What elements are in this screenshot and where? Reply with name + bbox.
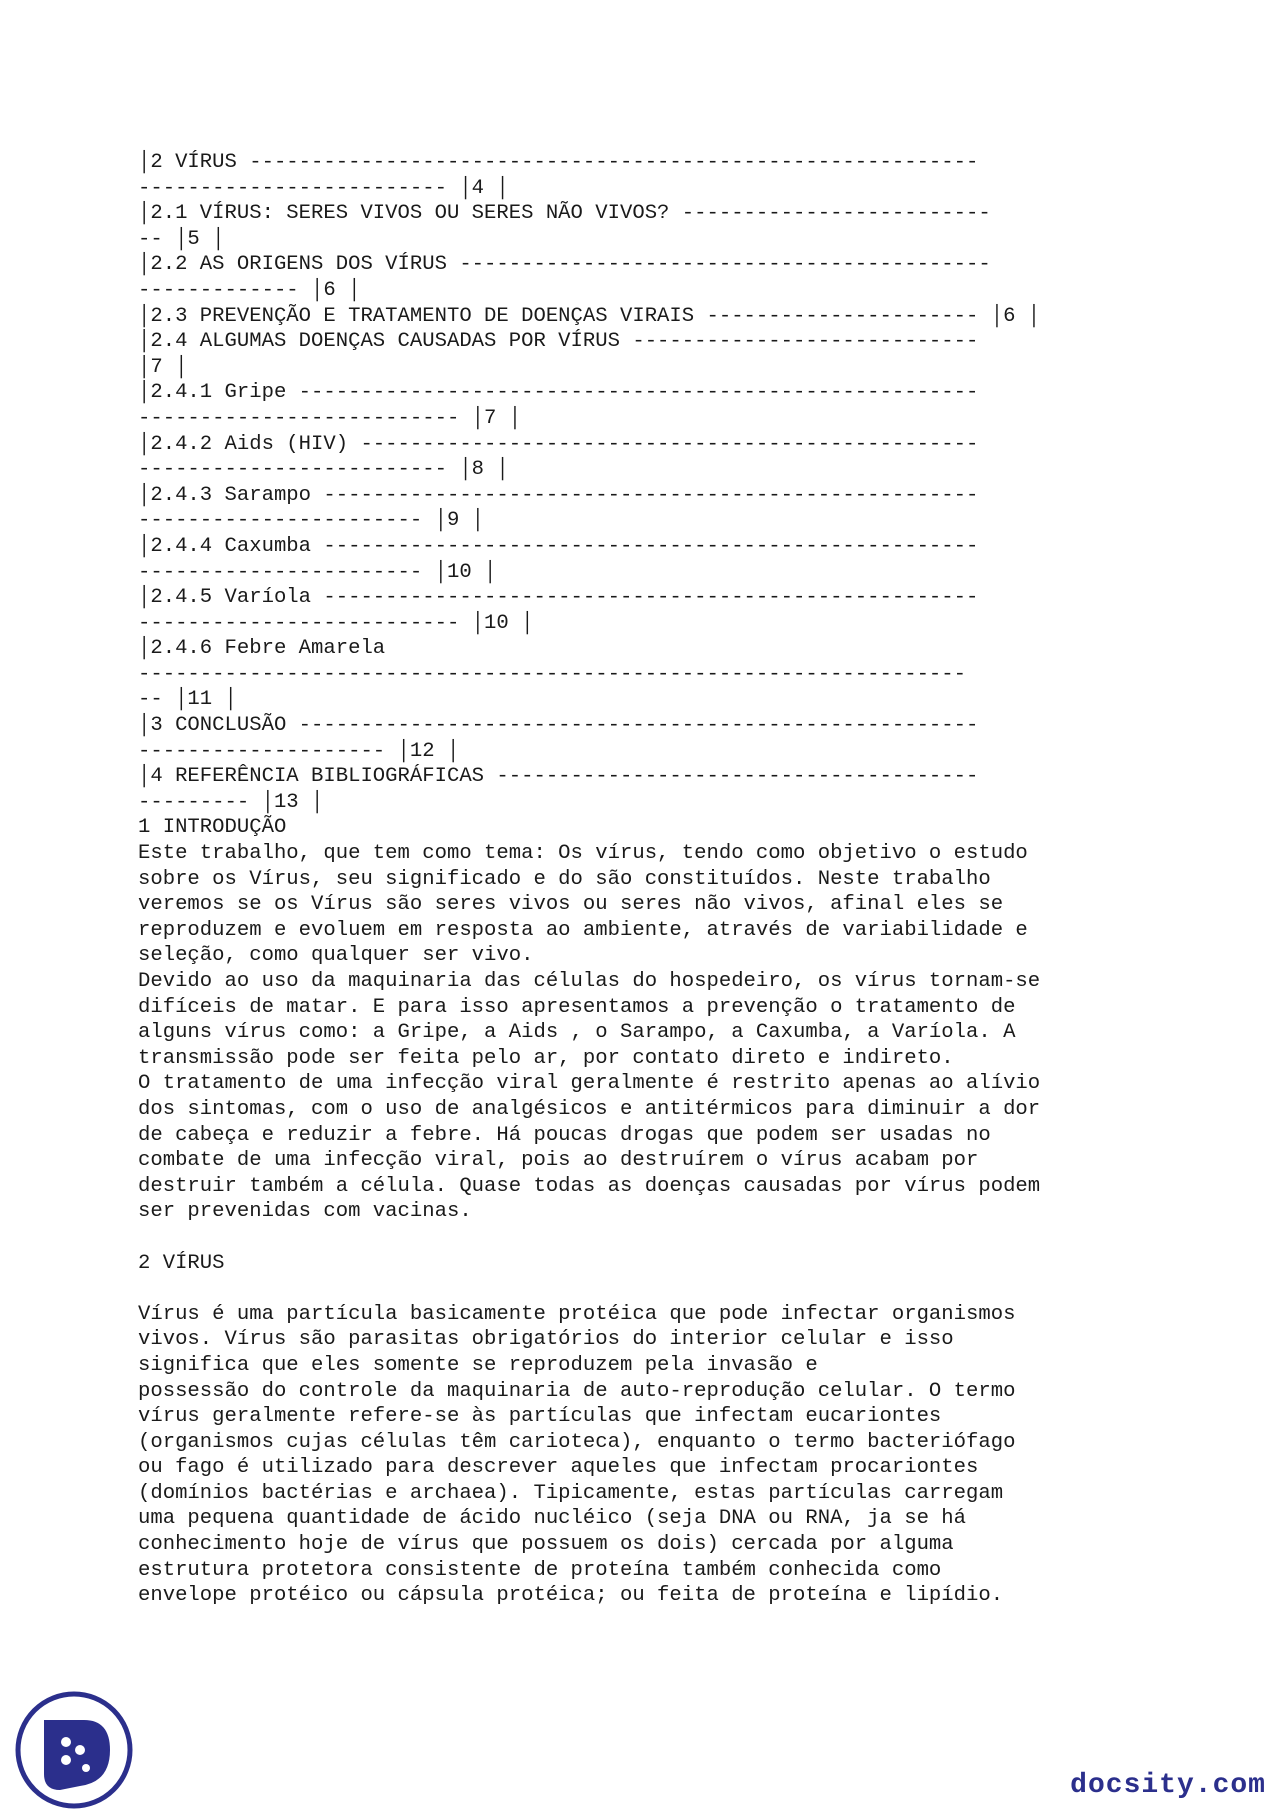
toc-line: -------------------------- │7 │ [138,406,522,430]
paragraph-line: veremos se os Vírus são seres vivos ou seres não vivos, afinal eles se [138,893,1004,917]
toc-line: │2.4.3 Sarampo ----------------------------------------------------- [138,483,979,507]
paragraph-line: Este trabalho, que tem como tema: Os vírus, tendo como objetivo o estudo [138,842,1028,866]
paragraph-line: significa que eles somente se reproduzem pela invasão e [138,1353,818,1377]
toc-line: ----------------------- │9 │ [138,509,485,533]
paragraph-line: estrutura protetora consistente de proteína também conhecida como [138,1558,942,1582]
toc-line: │2.2 AS ORIGENS DOS VÍRUS ------------------------------------------- [138,253,991,277]
paragraph-line: ou fago é utilizado para descrever aqueles que infectam procariontes [138,1456,979,1480]
toc-line: │3 CONCLUSÃO ------------------------------------------------------- [138,714,979,738]
docsity-logo-graphic [14,1690,134,1810]
paragraph-line: sobre os Vírus, seu significado e do são constituídos. Neste trabalho [138,867,991,891]
paragraph-line: envelope protéico ou cápsula protéica; ou feita de proteína e lipídio. [138,1584,1004,1608]
toc-line: │2.1 VÍRUS: SERES VIVOS OU SERES NÃO VIVOS? ------------------------- [138,202,991,226]
paragraph-line: de cabeça e reduzir a febre. Há poucas drogas que podem ser usadas no [138,1123,991,1147]
toc-line: ------------------------------------------------------------------- [138,662,967,686]
paragraph-line: transmissão pode ser feita pelo ar, por contato direto e indireto. [138,1046,954,1070]
toc-line: │2.4.2 Aids (HIV) -------------------------------------------------- [138,432,979,456]
paragraph-line: (domínios bactérias e archaea). Tipicamente, estas partículas carregam [138,1481,1004,1505]
paragraph-line: uma pequena quantidade de ácido nucléico (seja DNA ou RNA, ja se há [138,1507,967,1531]
paragraph-line: vivos. Vírus são parasitas obrigatórios do interior celular e isso [138,1328,954,1352]
toc-line: │2.4.5 Varíola ----------------------------------------------------- [138,586,979,610]
toc-line: │4 REFERÊNCIA BIBLIOGRÁFICAS --------------------------------------- [138,765,979,789]
toc-line: --------- │13 │ [138,790,324,814]
paragraph-line: ser prevenidas com vacinas. [138,1200,472,1224]
paragraph-line: O tratamento de uma infecção viral geralmente é restrito apenas ao alívio [138,1072,1041,1096]
paragraph-line: combate de uma infecção viral, pois ao destruírem o vírus acabam por [138,1149,979,1173]
paragraph-line: conhecimento hoje de vírus que possuem os dois) cercada por alguma [138,1533,954,1557]
toc-line: │2.3 PREVENÇÃO E TRATAMENTO DE DOENÇAS VIRAIS ---------------------- │6 │ [138,304,1041,328]
docsity-brand-link[interactable]: docsity.com [1070,1770,1266,1801]
toc-line: ------------- │6 │ [138,278,361,302]
toc-line: │2.4.6 Febre Amarela [138,637,386,661]
paragraph-line: dos sintomas, com o uso de analgésicos e antitérmicos para diminuir a dor [138,1097,1041,1121]
paragraph-line: alguns vírus como: a Gripe, a Aids , o Sarampo, a Caxumba, a Varíola. A [138,1021,1016,1045]
paragraph-line: reproduzem e evoluem em resposta ao ambiente, através de variabilidade e [138,918,1028,942]
document-page [138,150,1138,1609]
table-of-contents [138,150,1138,1609]
toc-line: │2.4.1 Gripe ------------------------------------------------------- [138,381,979,405]
paragraph-line: Devido ao uso da maquinaria das células do hospedeiro, os vírus tornam-se [138,970,1041,993]
paragraph-line: vírus geralmente refere-se às partículas que infectam eucariontes [138,1405,942,1429]
toc-line: ----------------------- │10 │ [138,560,497,584]
paragraph-line: difíceis de matar. E para isso apresentamos a prevenção o tratamento de [138,995,1016,1019]
paragraph-line: possessão do controle da maquinaria de auto-reprodução celular. O termo [138,1379,1016,1403]
toc-line: -------------------------- │10 │ [138,611,534,635]
toc-line: │2 VÍRUS ----------------------------------------------------------- [138,151,979,174]
toc-line: │2.4.4 Caxumba ----------------------------------------------------- [138,534,979,558]
paragraph-line: (organismos cujas células têm carioteca), enquanto o termo bacteriófago [138,1430,1016,1454]
toc-line: │7 │ [138,355,188,379]
toc-line: │2.4 ALGUMAS DOENÇAS CAUSADAS POR VÍRUS ---------------------------- [138,330,979,354]
toc-line: ------------------------- │8 │ [138,458,509,482]
docsity-logo-icon[interactable] [14,1690,134,1810]
toc-line: -- │5 │ [138,227,225,251]
toc-line: -- │11 │ [138,688,237,712]
paragraph-line: destruir também a célula. Quase todas as doenças causadas por vírus podem [138,1174,1041,1198]
toc-line: -------------------- │12 │ [138,739,460,763]
section-heading-virus: 2 VÍRUS [138,1251,225,1275]
toc-line: ------------------------- │4 │ [138,176,509,200]
section-heading-introducao: 1 INTRODUÇÃO [138,816,287,840]
paragraph-line: seleção, como qualquer ser vivo. [138,944,534,968]
paragraph-line: Vírus é uma partícula basicamente protéica que pode infectar organismos [138,1302,1016,1326]
